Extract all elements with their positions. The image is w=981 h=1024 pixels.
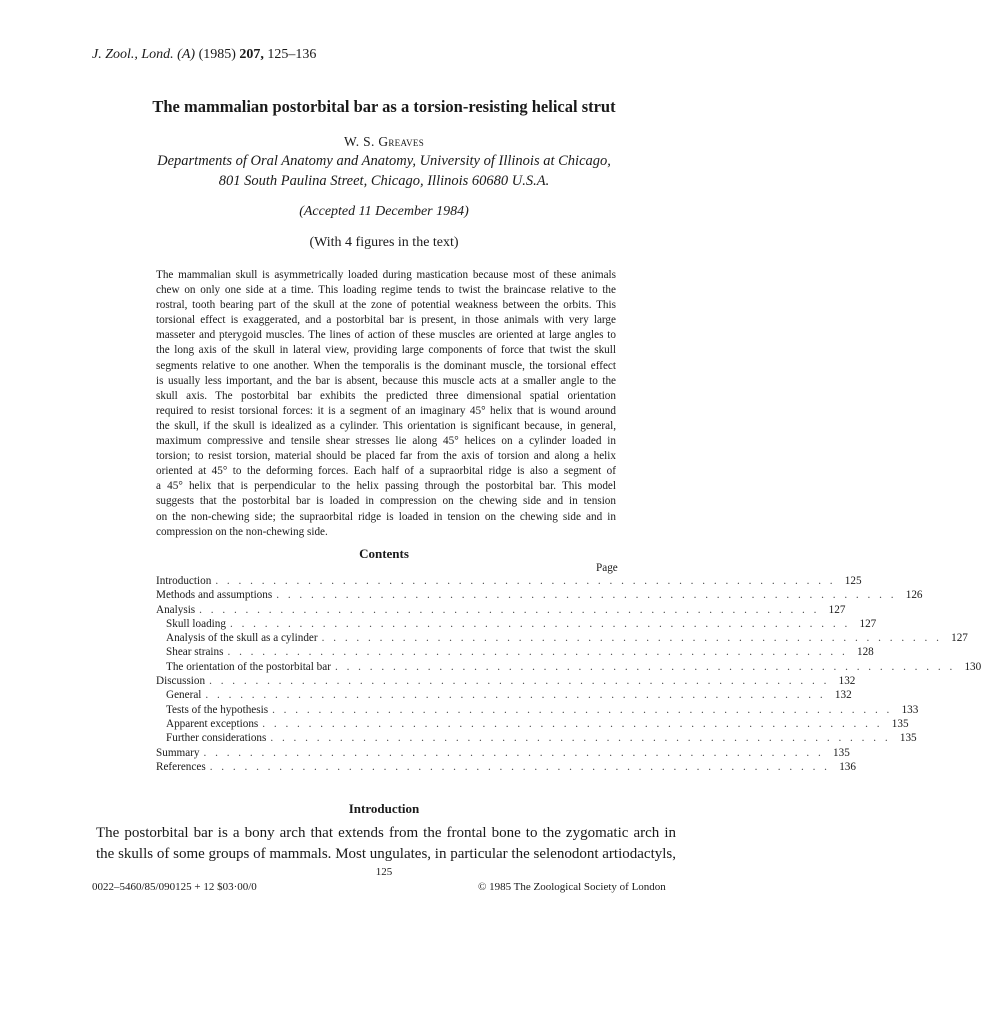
copyright: © 1985 The Zoological Society of London: [478, 881, 666, 893]
toc-entry-page: 128: [856, 646, 874, 659]
abstract-line: chew on only one side at a time. This loading regime tends to twist the braincase relative to the: [156, 284, 616, 297]
toc-leader-dots: . . . . . . . . . . . . . . . . . . . . . . . . . . . . . . . . . . . . . . . . . . . . . . . . . . . . . .: [203, 746, 824, 759]
toc-entry-title: Tests of the hypothesis: [166, 703, 269, 716]
author: [0, 134, 768, 150]
toc-leader-dots: . . . . . . . . . . . . . . . . . . . . . . . . . . . . . . . . . . . . . . . . . . . . . . . . . . . . . .: [334, 660, 956, 673]
toc-entry-title: Summary: [156, 746, 200, 759]
toc-leader-dots: . . . . . . . . . . . . . . . . . . . . . . . . . . . . . . . . . . . . . . . . . . . . . . . . . . . . . .: [199, 603, 820, 616]
toc-entry-page: 127: [828, 603, 846, 616]
article-title: The mammalian postorbital bar as a torsion-resisting helical strut: [152, 97, 616, 116]
toc-entry[interactable]: [156, 631, 968, 645]
toc-entry-page: 125: [844, 575, 862, 587]
figures-note: (With 4 figures in the text): [309, 235, 459, 250]
toc-leader-dots: . . . . . . . . . . . . . . . . . . . . . . . . . . . . . . . . . . . . . . . . . . . . . . . . . . . . . .: [321, 632, 942, 645]
abstract-line: compression on the non-chewing side.: [156, 525, 328, 538]
toc-entry-page: 126: [905, 589, 923, 602]
toc-entry[interactable]: [156, 588, 923, 602]
toc-entry[interactable]: [156, 688, 852, 702]
journal-year: (1985): [198, 47, 236, 62]
introduction-text: [96, 823, 676, 865]
toc-entry-page: 127: [951, 632, 968, 645]
abstract-line: on the non-chewing side; the supraorbital ridge is loaded in tension on the chewing side and in: [156, 510, 616, 523]
journal-volume: 207,: [239, 47, 264, 62]
contents-heading: Contents: [359, 546, 409, 561]
toc-entry[interactable]: [156, 645, 874, 659]
journal-name: J. Zool., Lond. (A): [92, 47, 196, 62]
toc-entry[interactable]: [156, 617, 877, 631]
toc-entry-page: 127: [859, 617, 877, 630]
toc-entry-title: Analysis: [156, 603, 196, 616]
toc-entry-page: 130: [964, 660, 981, 673]
toc-leader-dots: . . . . . . . . . . . . . . . . . . . . . . . . . . . . . . . . . . . . . . . . . . . . . . . . . . . . . .: [215, 575, 836, 587]
abstract-line: maximum compressive and tensile shear stresses lie along 45° helices on a cylinder loaded in: [156, 435, 616, 448]
toc-entry[interactable]: [156, 760, 856, 774]
abstract-line: a 45° helix that is perpendicular to the helix passing through the postorbital bar. This model: [156, 480, 616, 493]
toc-entry-title: The orientation of the postorbital bar: [166, 660, 331, 673]
abstract-line: segments relative to one another. When the temporalis is the dominant muscle, the torsional effect: [156, 359, 616, 372]
toc-entry-title: Apparent exceptions: [166, 717, 259, 730]
toc-leader-dots: . . . . . . . . . . . . . . . . . . . . . . . . . . . . . . . . . . . . . . . . . . . . . . . . . . . . . .: [262, 717, 883, 730]
page-number: 125: [375, 866, 393, 878]
toc-entry-title: Skull loading: [166, 617, 226, 630]
toc-entry-page: 132: [838, 675, 856, 688]
abstract: [156, 268, 616, 540]
toc-leader-dots: . . . . . . . . . . . . . . . . . . . . . . . . . . . . . . . . . . . . . . . . . . . . . . . . . . . . . .: [227, 646, 848, 659]
issn-code: 0022–5460/85/090125 + 12 $03·00/0: [92, 881, 257, 893]
toc-entry[interactable]: [156, 717, 909, 731]
toc-entry[interactable]: [156, 574, 862, 588]
toc-entry[interactable]: [156, 746, 850, 760]
toc-leader-dots: . . . . . . . . . . . . . . . . . . . . . . . . . . . . . . . . . . . . . . . . . . . . . . . . . . . . . .: [209, 675, 830, 688]
journal-pages: 125–136: [267, 47, 317, 62]
abstract-line: masseter and pterygoid muscles. The lines of action of these muscles are oriented at large angles to: [156, 329, 616, 342]
contents-page-label: Page: [596, 562, 618, 574]
abstract-line: torsional effect is exaggerated, and a postorbital bar is present, in those animals with very large: [156, 314, 616, 327]
toc-entry[interactable]: [156, 703, 919, 717]
abstract-line: the long axis of the skull in lateral view, providing large components of force that twist the skull: [156, 344, 616, 357]
toc-entry-page: 132: [834, 689, 852, 702]
toc-entry-title: Analysis of the skull as a cylinder: [166, 632, 318, 645]
toc-entry[interactable]: [156, 603, 846, 617]
toc-leader-dots: . . . . . . . . . . . . . . . . . . . . . . . . . . . . . . . . . . . . . . . . . . . . . . . . . . . . . .: [205, 689, 826, 702]
toc-entry-title: Shear strains: [166, 646, 224, 659]
abstract-line: The mammalian skull is asymmetrically loaded during mastication because most of these animals: [156, 269, 616, 281]
toc-leader-dots: . . . . . . . . . . . . . . . . . . . . . . . . . . . . . . . . . . . . . . . . . . . . . . . . . . . . . .: [229, 617, 851, 630]
toc-entry-title: General: [166, 689, 202, 702]
journal-citation: [92, 47, 316, 63]
affiliation-line: Departments of Oral Anatomy and Anatomy, University of Illinois at Chicago,: [157, 153, 611, 169]
abstract-line: the skull, if the skull is idealized as a cylinder. This orientation is significant because, in general,: [156, 419, 616, 432]
toc-entry-title: Methods and assumptions: [156, 589, 273, 602]
abstract-line: skull axis. The postorbital bar exhibits the predicted three dimensional spatial orientation: [156, 389, 616, 402]
toc-entry[interactable]: [156, 731, 917, 745]
abstract-line: suggests that the postorbital bar is loaded in compression on the chewing side and in tension: [156, 495, 616, 508]
toc-entry-title: Further considerations: [166, 732, 267, 745]
author-surname: Greaves: [378, 134, 425, 149]
toc-entry-page: 136: [839, 760, 856, 773]
toc-entry[interactable]: [156, 660, 981, 674]
toc-entry-page: 135: [833, 746, 850, 759]
toc-leader-dots: . . . . . . . . . . . . . . . . . . . . . . . . . . . . . . . . . . . . . . . . . . . . . . . . . . . . . .: [270, 732, 891, 745]
abstract-line: required to resist torsional forces: it is a segment of an imaginary 45° helix that is wound around: [156, 404, 616, 417]
toc-entry-title: Discussion: [156, 675, 206, 688]
abstract-line: torsion; to resist torsion, material should be placed far from the axis of torsion and along a helix: [156, 450, 616, 463]
introduction-line: the skulls of some groups of mammals. Most ungulates, in particular the selenodont artiodactyls,: [96, 846, 676, 862]
toc-entry-title: References: [156, 760, 206, 773]
toc-entry-page: 133: [901, 703, 919, 716]
abstract-line: oriented at 45° to the deforming forces. Each half of a supraorbital ridge is also a segment of: [156, 465, 616, 478]
affiliation: [0, 151, 768, 191]
table-of-contents: [156, 574, 981, 774]
toc-entry[interactable]: [156, 674, 856, 688]
toc-leader-dots: . . . . . . . . . . . . . . . . . . . . . . . . . . . . . . . . . . . . . . . . . . . . . . . . . . . . . .: [272, 703, 893, 716]
affiliation-line: 801 South Paulina Street, Chicago, Illinois 60680 U.S.A.: [218, 173, 550, 189]
toc-entry-page: 135: [891, 717, 909, 730]
accepted-date: (Accepted 11 December 1984): [299, 204, 469, 219]
abstract-line: rostral, tooth bearing part of the skull at the zone of potential weakness between the orbits. This: [156, 299, 616, 312]
introduction-heading: Introduction: [348, 801, 420, 816]
toc-entry-page: 135: [899, 732, 917, 745]
author-initials: W. S.: [343, 134, 375, 149]
abstract-line: is usually less important, and the bar is absent, because this muscle acts at a smaller angle to the: [156, 374, 616, 387]
toc-leader-dots: . . . . . . . . . . . . . . . . . . . . . . . . . . . . . . . . . . . . . . . . . . . . . . . . . . . . . .: [276, 589, 897, 602]
introduction-line: The postorbital bar is a bony arch that extends from the frontal bone to the zygomatic arch in: [96, 825, 676, 841]
toc-entry-title: Introduction: [156, 575, 212, 587]
toc-leader-dots: . . . . . . . . . . . . . . . . . . . . . . . . . . . . . . . . . . . . . . . . . . . . . . . . . . . . . .: [209, 760, 830, 773]
